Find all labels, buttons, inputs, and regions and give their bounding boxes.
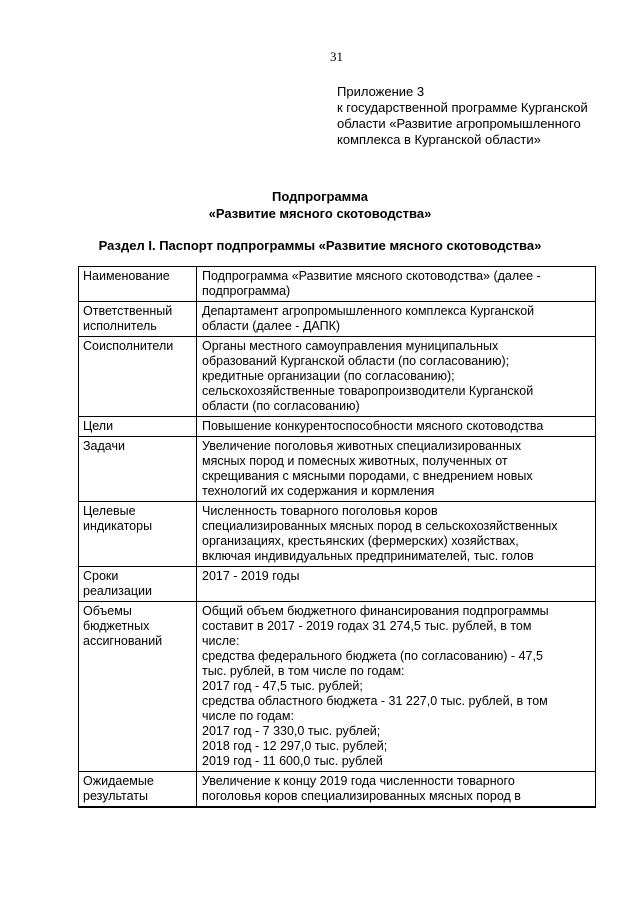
appendix-line: Приложение 3 [337, 84, 425, 99]
field-value-line: скрещивания с мясными породами, с внедрением новых [202, 469, 533, 483]
passport-row [79, 772, 596, 808]
field-name-line: Цели [83, 419, 114, 433]
field-value-line: 2017 год - 7 330,0 тыс. рублей; [202, 724, 381, 738]
field-value-line: 2017 - 2019 годы [202, 569, 300, 583]
passport-row [79, 437, 596, 502]
passport-field-name [79, 567, 197, 602]
field-value-line: Подпрограмма «Развитие мясного скотоводства» (далее - [202, 269, 541, 283]
field-value-line: кредитные организации (по согласованию); [202, 369, 455, 383]
field-value-line: подпрограмма) [202, 284, 291, 298]
appendix-line: области «Развитие агропромышленного [337, 116, 581, 131]
field-name-line: Задачи [83, 439, 125, 453]
field-name-line: исполнитель [83, 319, 157, 333]
field-name-line: ассигнований [83, 634, 163, 648]
passport-field-name [79, 437, 197, 502]
field-value-line: образований Курганской области (по согласованию); [202, 354, 510, 368]
passport-table [78, 266, 596, 808]
appendix-line: комплекса в Курганской области» [337, 132, 541, 147]
field-value-line: Численность товарного поголовья коров [202, 504, 438, 518]
passport-row [79, 267, 596, 302]
passport-table-body [79, 267, 596, 808]
field-name-line: Соисполнители [83, 339, 174, 353]
passport-field-value [197, 302, 596, 337]
field-value-line: области (далее - ДАПК) [202, 319, 341, 333]
section-heading: Раздел I. Паспорт подпрограммы «Развитие мясного скотоводства» [98, 238, 542, 253]
field-value-line: Увеличение к концу 2019 года численности товарного [202, 774, 515, 788]
passport-field-value [197, 417, 596, 437]
passport-field-value [197, 602, 596, 772]
passport-field-name [79, 302, 197, 337]
field-value-line: составит в 2017 - 2019 годах 31 274,5 тыс. рублей, в том [202, 619, 532, 633]
field-value-line: включая индивидуальных предпринимателей, тыс. голов [202, 549, 534, 563]
appendix-line: к государственной программе Курганской [337, 100, 588, 115]
field-value-line: Общий объем бюджетного финансирования подпрограммы [202, 604, 549, 618]
field-value-line: организациях, крестьянских (фермерских) хозяйствах, [202, 534, 519, 548]
field-name-line: Ожидаемые [83, 774, 154, 788]
passport-field-name [79, 502, 197, 567]
passport-field-name [79, 267, 197, 302]
passport-field-name [79, 772, 197, 808]
field-name-line: индикаторы [83, 519, 153, 533]
field-name-line: реализации [83, 584, 152, 598]
field-value-line: технологий их содержания и кормления [202, 484, 435, 498]
passport-row [79, 302, 596, 337]
field-value-line: специализированных мясных пород в сельскохозяйственных [202, 519, 558, 533]
field-value-line: Департамент агропромышленного комплекса Курганской [202, 304, 535, 318]
appendix-note [337, 84, 617, 148]
field-value-line: сельскохозяйственные товаропроизводители Курганской [202, 384, 534, 398]
field-value-line: Повышение конкурентоспособности мясного скотоводства [202, 419, 544, 433]
subprogram-heading [0, 188, 640, 222]
subprogram-heading-line2: «Развитие мясного скотоводства» [208, 206, 432, 221]
passport-row [79, 602, 596, 772]
passport-field-name [79, 602, 197, 772]
passport-field-name [79, 337, 197, 417]
field-name-line: Сроки [83, 569, 119, 583]
passport-row [79, 417, 596, 437]
field-name-line: Наименование [83, 269, 170, 283]
field-value-line: 2018 год - 12 297,0 тыс. рублей; [202, 739, 388, 753]
field-value-line: 2019 год - 11 600,0 тыс. рублей [202, 754, 383, 768]
subprogram-heading-line1: Подпрограмма [272, 189, 368, 204]
passport-row [79, 567, 596, 602]
field-value-line: 2017 год - 47,5 тыс. рублей; [202, 679, 363, 693]
passport-field-value [197, 337, 596, 417]
field-value-line: числе по годам: [202, 709, 294, 723]
passport-field-value [197, 502, 596, 567]
field-value-line: Увеличение поголовья животных специализированных [202, 439, 522, 453]
field-value-line: средства федерального бюджета (по согласованию) - 47,5 [202, 649, 543, 663]
field-value-line: области (по согласованию) [202, 399, 360, 413]
passport-field-value [197, 567, 596, 602]
field-name-line: результаты [83, 789, 148, 803]
field-name-line: бюджетных [83, 619, 150, 633]
field-name-line: Объемы [83, 604, 132, 618]
page-number: 31 [330, 49, 343, 64]
passport-field-value [197, 772, 596, 808]
passport-field-name [79, 417, 197, 437]
passport-row [79, 337, 596, 417]
field-value-line: Органы местного самоуправления муниципальных [202, 339, 499, 353]
field-value-line: поголовья коров специализированных мясных пород в [202, 789, 521, 803]
passport-row [79, 502, 596, 567]
passport-field-value [197, 437, 596, 502]
field-value-line: числе: [202, 634, 240, 648]
field-name-line: Целевые [83, 504, 136, 518]
field-value-line: средства областного бюджета - 31 227,0 тыс. рублей, в том [202, 694, 548, 708]
field-name-line: Ответственный [83, 304, 173, 318]
passport-field-value [197, 267, 596, 302]
field-value-line: мясных пород и помесных животных, полученных от [202, 454, 508, 468]
field-value-line: тыс. рублей, в том числе по годам: [202, 664, 405, 678]
